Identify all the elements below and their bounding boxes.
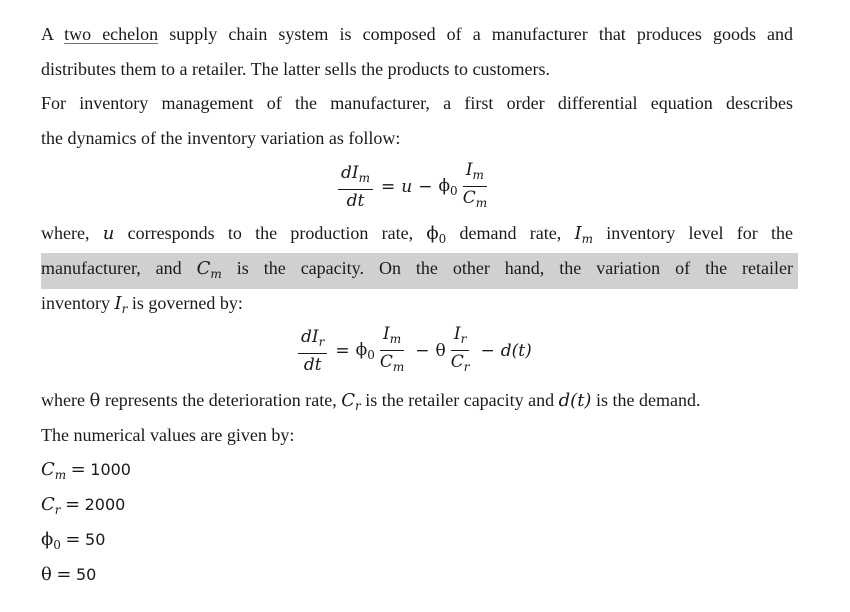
value-cm: $C_m = 1000$ bbox=[41, 459, 131, 482]
para1-line1 bbox=[41, 24, 793, 44]
para3-line3: inventory $I_r$ is governed by: bbox=[41, 293, 243, 316]
fraction-dIm-dt: $\frac{dI_m}{dt}$ bbox=[338, 163, 373, 211]
text: A bbox=[41, 24, 54, 44]
para1-line2: distributes them to a retailer. The latter sells the products to customers. bbox=[41, 59, 551, 79]
para3-line2[interactable]: manufacturer, and $C_m$ is the capacity. On the other hand, the variation of the retailer bbox=[41, 258, 793, 281]
fraction-Im-Cm: $\frac{I_m}{C_m}$ bbox=[462, 160, 488, 210]
para4-line1: where θ represents the deterioration rate, $C_r$ is the retailer capacity and d(t) is the demand. bbox=[41, 390, 701, 413]
value-cr: $C_r = 2000$ bbox=[41, 494, 126, 517]
text: supply chain system is composed of a manufacturer that produces goods and bbox=[169, 24, 794, 44]
value-theta: θ = 50 bbox=[41, 564, 97, 585]
para4-line2: The numerical values are given by: bbox=[41, 425, 295, 445]
grammar-flagged-text[interactable]: two echelon bbox=[64, 24, 159, 44]
fraction-dIr-dt: $\frac{dI_r}{dt}$ bbox=[298, 327, 327, 375]
para2-line2: the dynamics of the inventory variation as follow: bbox=[41, 128, 401, 148]
equation-retailer-inventory: $\frac{dI_r}{dt}$ = $\phi_0$ $\frac{I_m}{C_m}$ − θ $\frac{I_r}{C_r}$ − d(t) bbox=[296, 324, 532, 377]
fraction-Ir-Cr: $\frac{I_r}{C_r}$ bbox=[450, 324, 470, 374]
value-phi0: $\phi_0 = 50$ bbox=[41, 529, 106, 552]
fraction-Im-Cm: $\frac{I_m}{C_m}$ bbox=[379, 324, 405, 374]
para3-line1: where, u corresponds to the production rate, $\phi_0$ demand rate, $I_m$ inventory level for the bbox=[41, 223, 794, 246]
equation-manufacturer-inventory: $\frac{dI_m}{dt}$ = u − $\phi_0$ $\frac{I_m}{C_m}$ bbox=[336, 160, 492, 213]
para2-line1: For inventory management of the manufacturer, a first order differential equation describes bbox=[41, 93, 793, 113]
